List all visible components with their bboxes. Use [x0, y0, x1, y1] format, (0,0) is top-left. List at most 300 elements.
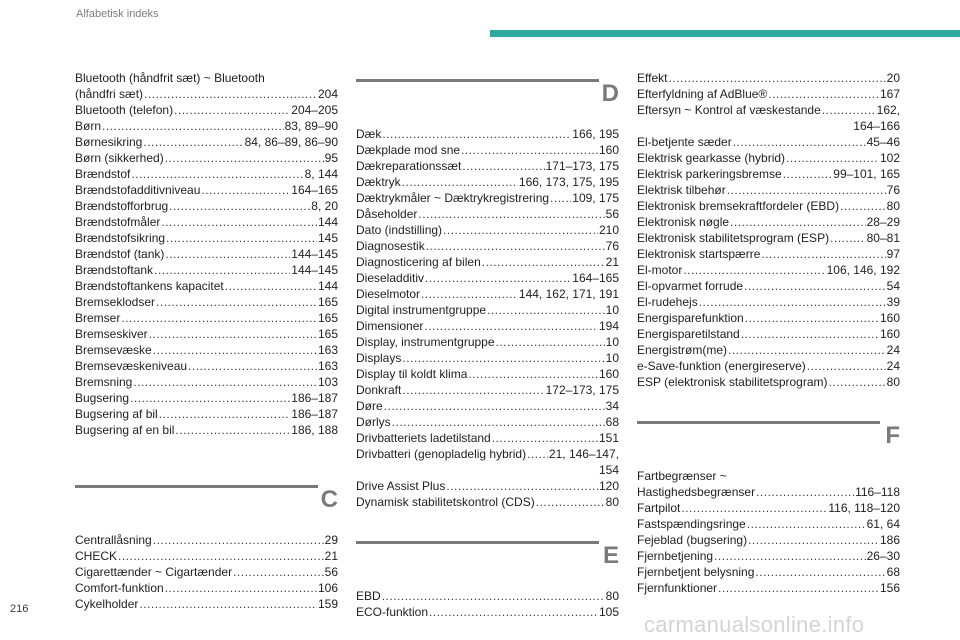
entry-pages: 102	[879, 151, 900, 165]
index-entry	[75, 310, 338, 326]
entry-term: Effekt	[637, 71, 668, 85]
section-rule	[356, 541, 599, 544]
dot-leader	[384, 398, 605, 414]
dot-leader	[402, 382, 544, 398]
dot-leader	[175, 422, 290, 438]
entry-term: Energisparefunktion	[637, 311, 744, 325]
entry-term: Elektronisk startspærre	[637, 247, 761, 261]
entry-term: Digital instrumentgruppe	[356, 303, 487, 317]
entry-term: Dækplade mod sne	[356, 143, 461, 157]
entry-lead-line: Bluetooth (håndfrit sæt) ~ Bluetooth	[75, 71, 265, 85]
entry-pages: 8, 20	[311, 199, 338, 213]
entry-term: Dåseholder	[356, 207, 418, 221]
entry-pages: 39	[886, 295, 900, 309]
dot-leader	[382, 588, 605, 604]
index-entry	[356, 398, 619, 414]
index-entry	[637, 516, 900, 532]
entry-term: Dørlys	[356, 415, 391, 429]
entry-pages: 116–118	[855, 485, 900, 499]
index-entry	[356, 494, 619, 510]
dot-leader	[783, 166, 833, 182]
index-entry	[356, 478, 619, 494]
entry-term: Dækreparationssæt	[356, 159, 462, 173]
index-entry	[75, 406, 338, 422]
entry-pages: 165	[317, 295, 338, 309]
entry-pages: 61, 64	[866, 517, 900, 531]
index-entry	[637, 86, 900, 102]
index-entry	[637, 278, 900, 294]
index-entry	[637, 532, 900, 548]
dot-leader	[462, 158, 544, 174]
entry-term: (håndfri sæt)	[75, 87, 144, 101]
dot-leader	[761, 246, 885, 262]
dot-leader	[730, 214, 866, 230]
entry-term: Centrallåsning	[75, 533, 152, 547]
entry-pages: 194	[598, 319, 619, 333]
dot-leader	[822, 102, 876, 118]
entry-term: Diagnosestik	[356, 239, 425, 253]
index-entry	[637, 134, 900, 150]
entry-pages: 162,	[876, 103, 900, 117]
dot-leader	[421, 286, 518, 302]
index-entry	[637, 262, 900, 278]
dot-leader	[536, 494, 605, 510]
entry-term: Bremseskiver	[75, 327, 148, 341]
entry-pages: 165	[317, 327, 338, 341]
entry-term: Displays	[356, 351, 402, 365]
entry-term: Brændstoftank	[75, 263, 154, 277]
entry-term: El-betjente sæder	[637, 135, 732, 149]
entry-term: Bugsering af bil	[75, 407, 158, 421]
index-entry	[637, 580, 900, 596]
entry-term: Bugsering af en bil	[75, 423, 175, 437]
index-column-2	[356, 70, 619, 620]
dot-leader	[143, 134, 243, 150]
index-entry	[637, 198, 900, 214]
entry-pages: 20	[886, 71, 900, 85]
dot-leader	[139, 596, 317, 612]
dot-leader	[149, 326, 317, 342]
entry-pages: 171–173, 175	[545, 159, 619, 173]
index-entry	[356, 334, 619, 350]
index-entry	[75, 102, 338, 118]
entry-term: Elektrisk tilbehør	[637, 183, 726, 197]
entry-pages: 56	[605, 207, 619, 221]
index-entry	[75, 342, 338, 358]
index-entry	[75, 548, 338, 564]
dot-leader	[159, 406, 291, 422]
entry-pages: 80	[605, 495, 619, 509]
entry-pages: 164–165	[291, 183, 338, 197]
entry-pages: 204–205	[291, 103, 338, 117]
section-letter: C	[320, 486, 338, 513]
dot-leader	[426, 238, 605, 254]
dot-leader	[153, 342, 317, 358]
entry-term: Dieselmotor	[356, 287, 421, 301]
index-entry	[75, 150, 338, 166]
entry-term: Dæk	[356, 127, 382, 141]
index-entry	[637, 166, 900, 182]
entry-term: Cykelholder	[75, 597, 139, 611]
entry-term: Bremsning	[75, 375, 133, 389]
index-entry	[356, 318, 619, 334]
entry-term: Døre	[356, 399, 383, 413]
page-number: 216	[10, 603, 29, 615]
entry-pages: 21	[605, 255, 619, 269]
index-entry	[75, 532, 338, 548]
dot-leader	[102, 118, 284, 134]
page-header-title: Alfabetisk indeks	[76, 8, 159, 20]
entry-pages: 24	[886, 343, 900, 357]
index-entry	[75, 118, 338, 134]
entry-pages: 26–30	[866, 549, 900, 563]
index-entry	[356, 190, 619, 206]
entry-pages: 97	[886, 247, 900, 261]
entry-pages-continued: 154	[598, 463, 619, 477]
dot-leader	[425, 270, 571, 286]
index-entry	[75, 326, 338, 342]
entry-pages: 84, 86–89, 86–90	[244, 135, 338, 149]
dot-leader	[165, 580, 317, 596]
index-entry	[75, 70, 338, 102]
entry-term: Fejeblad (bugsering)	[637, 533, 748, 547]
entry-pages: 204	[317, 87, 338, 101]
index-entry	[356, 206, 619, 222]
entry-term: Display til koldt klima	[356, 367, 468, 381]
index-entry	[356, 254, 619, 270]
dot-leader	[786, 150, 879, 166]
entry-pages: 144	[317, 215, 338, 229]
entry-term: Eftersyn ~ Kontrol af væskestande	[637, 103, 821, 117]
entry-term: ESP (elektronisk stabilitetsprogram)	[637, 375, 828, 389]
entry-pages: 145	[317, 231, 338, 245]
entry-pages: 21, 146–147,	[548, 447, 619, 461]
entry-pages: 186–187	[291, 407, 338, 421]
entry-pages: 8, 144	[304, 167, 338, 181]
section-rule	[637, 421, 880, 424]
entry-pages: 186, 188	[291, 423, 338, 437]
dot-leader	[745, 310, 879, 326]
dot-leader	[418, 206, 604, 222]
entry-term: Efterfyldning af AdBlue®	[637, 87, 768, 101]
index-entry	[356, 222, 619, 238]
entry-term: Børn (sikkerhed)	[75, 151, 164, 165]
index-entry	[75, 278, 338, 294]
index-entry	[75, 580, 338, 596]
entry-pages: 163	[317, 359, 338, 373]
dot-leader	[133, 374, 317, 390]
entry-pages: 56	[324, 565, 338, 579]
index-entry	[75, 564, 338, 580]
dot-leader	[683, 262, 825, 278]
dot-leader	[225, 278, 317, 294]
entry-term: Elektronisk bremsekraftfordeler (EBD)	[637, 199, 840, 213]
entry-term: Fjernfunktioner	[637, 581, 718, 595]
entry-pages: 160	[879, 311, 900, 325]
entry-pages: 54	[886, 279, 900, 293]
entry-term: Hastighedsbegrænser	[637, 485, 756, 499]
dot-leader	[718, 580, 879, 596]
entry-pages: 167	[879, 87, 900, 101]
dot-leader	[487, 302, 605, 318]
entry-pages: 156	[879, 581, 900, 595]
entry-term: Brændstofmåler	[75, 215, 161, 229]
entry-pages: 166, 195	[572, 127, 619, 141]
entry-term: CHECK	[75, 549, 118, 563]
dot-leader	[153, 532, 324, 548]
dot-leader	[733, 134, 866, 150]
index-entry	[75, 214, 338, 230]
entry-term: Energisparetilstand	[637, 327, 740, 341]
dot-leader	[144, 86, 317, 102]
entry-pages: 144	[317, 279, 338, 293]
entry-pages: 165	[317, 311, 338, 325]
dot-leader	[807, 358, 886, 374]
entry-pages: 151	[598, 431, 619, 445]
entry-term: Dæktryk	[356, 175, 401, 189]
entry-pages: 10	[605, 335, 619, 349]
index-entry	[637, 548, 900, 564]
entry-term: ECO-funktion	[356, 605, 429, 619]
index-entry	[637, 230, 900, 246]
index-entry	[637, 182, 900, 198]
entry-pages: 172–173, 175	[545, 383, 619, 397]
index-entry	[356, 604, 619, 620]
dot-leader	[699, 294, 886, 310]
header-accent-bar	[490, 30, 960, 37]
entry-pages: 68	[886, 565, 900, 579]
entry-term: Brændstoftankens kapacitet	[75, 279, 224, 293]
entry-term: El-motor	[637, 263, 683, 277]
entry-term: Fjernbetjent belysning	[637, 565, 755, 579]
entry-pages: 29	[324, 533, 338, 547]
index-entry	[637, 374, 900, 390]
entry-pages: 103	[317, 375, 338, 389]
entry-pages: 210	[598, 223, 619, 237]
entry-term: Elektronisk stabilitetsprogram (ESP)	[637, 231, 830, 245]
index-entry	[637, 358, 900, 374]
entry-pages: 144–145	[291, 247, 338, 261]
entry-pages: 10	[605, 351, 619, 365]
index-entry	[356, 446, 619, 478]
dot-leader	[165, 246, 290, 262]
index-entry	[637, 342, 900, 358]
index-entry	[356, 430, 619, 446]
dot-leader	[492, 430, 598, 446]
index-entry	[75, 358, 338, 374]
index-column-3	[637, 70, 900, 596]
entry-pages: 80	[605, 589, 619, 603]
dot-leader	[461, 142, 598, 158]
dot-leader	[165, 150, 324, 166]
dot-leader	[156, 294, 317, 310]
dot-leader	[161, 214, 317, 230]
dot-leader	[131, 166, 303, 182]
entry-pages: 95	[324, 151, 338, 165]
dot-leader	[744, 278, 886, 294]
dot-leader	[130, 390, 290, 406]
entry-term: Energistrøm(me)	[637, 343, 728, 357]
entry-term: Bremseklodser	[75, 295, 156, 309]
index-entry	[356, 366, 619, 382]
index-entry	[75, 374, 338, 390]
dot-leader	[233, 564, 324, 580]
dot-leader	[829, 374, 886, 390]
index-entry	[637, 246, 900, 262]
dot-leader	[768, 86, 879, 102]
dot-leader	[402, 174, 518, 190]
entry-term: Børnesikring	[75, 135, 143, 149]
entry-term: Fartpilot	[637, 501, 681, 515]
entry-term: e-Save-funktion (energireserve)	[637, 359, 806, 373]
dot-leader	[681, 500, 827, 516]
dot-leader	[727, 182, 886, 198]
entry-pages: 80–81	[866, 231, 900, 245]
dot-leader	[714, 548, 866, 564]
entry-term: Drivbatteriets ladetilstand	[356, 431, 491, 445]
entry-term: Dato (indstilling)	[356, 223, 443, 237]
watermark: carmanualsonline.info	[644, 612, 865, 637]
entry-pages: 160	[598, 367, 619, 381]
index-entry	[356, 126, 619, 142]
entry-pages: 163	[317, 343, 338, 357]
dot-leader	[550, 190, 571, 206]
dot-leader	[392, 414, 605, 430]
index-entry	[75, 134, 338, 150]
dot-leader	[402, 350, 604, 366]
entry-pages: 21	[324, 549, 338, 563]
section-rule	[356, 79, 599, 82]
entry-pages: 144, 162, 171, 191	[518, 287, 619, 301]
entry-pages: 76	[886, 183, 900, 197]
entry-term: Dimensioner	[356, 319, 424, 333]
entry-pages: 116, 118–120	[828, 501, 900, 515]
entry-term: Bluetooth (telefon)	[75, 103, 174, 117]
index-entry	[75, 262, 338, 278]
dot-leader	[424, 318, 598, 334]
entry-term: Brændstofforbrug	[75, 199, 169, 213]
index-entry	[356, 174, 619, 190]
index-entry	[637, 326, 900, 342]
section-letter: D	[601, 80, 619, 107]
entry-term: Fastspændingsringe	[637, 517, 746, 531]
dot-leader	[741, 326, 879, 342]
dot-leader	[728, 342, 886, 358]
dot-leader	[830, 230, 866, 246]
entry-term: El-rudehejs	[637, 295, 698, 309]
entry-pages: 45–46	[866, 135, 900, 149]
index-entry	[356, 158, 619, 174]
entry-pages: 28–29	[866, 215, 900, 229]
dot-leader	[169, 198, 310, 214]
dot-leader	[201, 182, 290, 198]
index-entry	[637, 150, 900, 166]
entry-pages: 120	[598, 479, 619, 493]
dot-leader	[748, 532, 879, 548]
index-entry	[356, 142, 619, 158]
entry-pages: 10	[605, 303, 619, 317]
entry-pages: 144–145	[291, 263, 338, 277]
entry-term: Elektrisk gearkasse (hybrid)	[637, 151, 786, 165]
section-letter: E	[602, 542, 619, 569]
entry-term: Brændstofsikring	[75, 231, 166, 245]
entry-pages: 106, 146, 192	[826, 263, 900, 277]
dot-leader	[443, 222, 598, 238]
entry-pages: 99–101, 165	[833, 167, 900, 181]
section-heading-e	[356, 532, 619, 584]
entry-term: Dynamisk stabilitetskontrol (CDS)	[356, 495, 535, 509]
entry-pages: 109, 175	[572, 191, 619, 205]
index-entry	[75, 422, 338, 438]
entry-term: Drivbatteri (genopladelig hybrid)	[356, 447, 527, 461]
entry-term: Fjernbetjening	[637, 549, 714, 563]
index-entry	[356, 270, 619, 286]
section-rule	[75, 485, 318, 488]
entry-pages: 164–165	[572, 271, 619, 285]
dot-leader	[840, 198, 886, 214]
index-entry	[75, 596, 338, 612]
entry-term: Comfort-funktion	[75, 581, 164, 595]
entry-pages: 159	[317, 597, 338, 611]
index-entry	[637, 70, 900, 86]
dot-leader	[668, 70, 885, 86]
entry-pages: 166, 173, 175, 195	[518, 175, 619, 189]
dot-leader	[446, 478, 598, 494]
entry-term: Brændstof	[75, 167, 131, 181]
index-entry	[75, 390, 338, 406]
index-entry	[637, 564, 900, 580]
dot-leader	[118, 548, 324, 564]
index-entry	[75, 246, 338, 262]
dot-leader	[527, 446, 548, 462]
section-letter: F	[885, 422, 900, 449]
entry-term: Bremsevæske	[75, 343, 152, 357]
entry-term: Diagnosticering af bilen	[356, 255, 481, 269]
index-entry	[356, 588, 619, 604]
entry-pages: 80	[886, 199, 900, 213]
entry-term: EBD	[356, 589, 381, 603]
entry-lead-line: Fartbegrænser ~	[637, 469, 727, 483]
entry-pages: 186–187	[291, 391, 338, 405]
index-entry	[75, 182, 338, 198]
entry-pages: 160	[598, 143, 619, 157]
entry-term: Dieseladditiv	[356, 271, 425, 285]
entry-pages: 68	[605, 415, 619, 429]
entry-pages: 83, 89–90	[284, 119, 338, 133]
index-entry	[637, 468, 900, 500]
entry-term: Donkraft	[356, 383, 402, 397]
entry-pages: 106	[317, 581, 338, 595]
index-entry	[356, 350, 619, 366]
dot-leader	[154, 262, 290, 278]
entry-term: Bremser	[75, 311, 121, 325]
index-entry	[637, 214, 900, 230]
dot-leader	[174, 102, 290, 118]
entry-pages: 160	[879, 327, 900, 341]
dot-leader	[468, 366, 598, 382]
entry-pages: 76	[605, 239, 619, 253]
index-entry	[75, 294, 338, 310]
index-entry	[356, 382, 619, 398]
dot-leader	[755, 564, 885, 580]
entry-term: Dæktrykmåler ~ Dæktrykregistrering	[356, 191, 550, 205]
dot-leader	[429, 604, 598, 620]
index-entry	[637, 294, 900, 310]
dot-leader	[747, 516, 866, 532]
dot-leader	[121, 310, 317, 326]
index-entry	[75, 166, 338, 182]
entry-pages: 80	[886, 375, 900, 389]
